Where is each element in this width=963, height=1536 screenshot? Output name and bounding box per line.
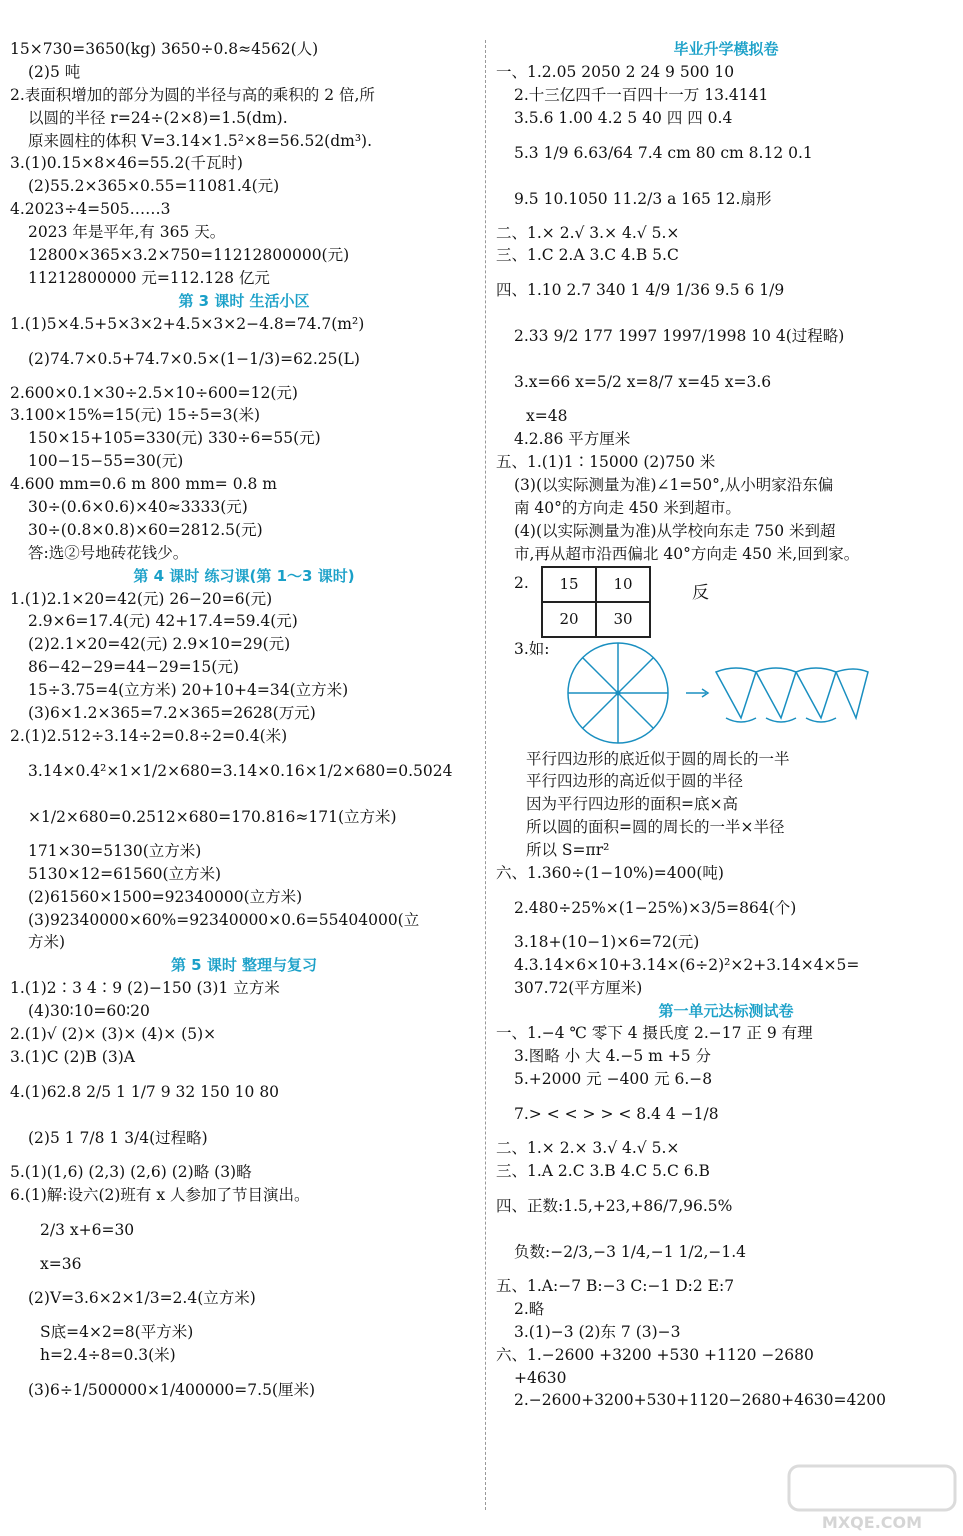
answer-line: 4.(1)62.8 2/5 1 1/7 9 32 150 10 80 (10, 1082, 280, 1101)
answer-line: 平行四边形的高近似于圆的半径 (526, 772, 744, 791)
answer-line: 2.480÷25%×(1−25%)×3/5=864(个) (514, 898, 797, 917)
answer-line: 3.14×0.4²×1×1/2×680=3.14×0.16×1/2×680=0.5024 (28, 761, 453, 780)
answer-line: (2)61560×1500=92340000(立方米) (28, 887, 303, 906)
answer-line: 五、1.(1)1∶15000 (2)750 米 (496, 453, 716, 472)
answer-line: (3)6×1.2×365=7.2×365=2628(万元) (28, 704, 316, 723)
answer-line: (4)(以实际测量为准)从学校向东走 750 米到超 (514, 521, 836, 540)
answer-line: h=2.4÷8=0.3(米) (40, 1346, 176, 1365)
answer-line: (4)30∶10=60∶20 (28, 1002, 150, 1021)
figure-label: 2. (514, 573, 529, 592)
answer-line: 5.(1)(1,6) (2,3) (2,6) (2)略 (3)略 (10, 1162, 252, 1181)
answer-line: 原来圆柱的体积 V=3.14×1.5²×8=56.52(dm³). (28, 131, 373, 150)
answer-line: (3)(以实际测量为准)∠1=50°,从小明家沿东偏 (514, 476, 834, 495)
answer-line: 2.9×6=17.4(元) 42+17.4=59.4(元) (28, 612, 298, 631)
answer-line: 五、1.A:−7 B:−3 C:−1 D:2 E:7 (496, 1276, 735, 1295)
answer-line: 3.(1)0.15×8×46=55.2(千瓦时) (10, 154, 243, 173)
answer-line: 2.表面积增加的部分为圆的半径与高的乘积的 2 倍,所 (10, 85, 375, 104)
answer-line: ×1/2×680=0.2512×680=170.816≈171(立方米) (28, 807, 397, 826)
unit-test-answers (496, 748, 956, 1413)
answer-line: 6.(1)解:设六(2)班有 x 人参加了节目演出。 (10, 1185, 310, 1204)
svg-text:MXQE.COM: MXQE.COM (821, 1513, 923, 1532)
answer-line: x=48 (526, 407, 568, 426)
answer-line: 所以圆的面积=圆的周长的一半×半径 (526, 818, 785, 837)
answer-line: 因为平行四边形的面积=底×高 (526, 795, 738, 814)
section-title: 毕业升学模拟卷 (673, 40, 779, 58)
answer-line: 3.100×15%=15(元) 15÷5=3(米) (10, 406, 261, 425)
answer-line: 三、1.C 2.A 3.C 4.B 5.C (496, 246, 679, 265)
answer-line: (3)92340000×60%=92340000×0.6=55404000(立 (28, 910, 420, 929)
answer-line: 3.x=66 x=5/2 x=8/7 x=45 x=3.6 (514, 373, 772, 392)
answer-line: 2.(1)2.512÷3.14÷2=0.8÷2=0.4(米) (10, 726, 288, 745)
answer-line: 3.图略 小 大 4.−5 m +5 分 (514, 1047, 712, 1066)
section-title: 第 3 课时 生活小区 (178, 291, 310, 310)
answer-line: 2.略 (514, 1299, 545, 1318)
answer-line: +4630 (514, 1368, 567, 1387)
answer-line: 2.−2600+3200+530+1120−2680+4630=4200 (514, 1391, 886, 1410)
answer-line: 15×730=3650(kg) 3650÷0.8≈4562(人) (10, 40, 319, 58)
answer-line: 二、1.× 2.× 3.√ 4.√ 5.× (496, 1139, 680, 1158)
answer-line: 2.(1)√ (2)× (3)× (4)× (5)× (10, 1024, 217, 1043)
answer-line: 1.(1)2.1×20=42(元) 26−20=6(元) (10, 589, 273, 608)
answer-line: 9.5 10.1050 11.2/3 a 165 12.扇形 (514, 189, 772, 208)
answer-line: (2)5 1 7/8 1 3/4(过程略) (28, 1128, 208, 1147)
answer-line: 171×30=5130(立方米) (28, 841, 202, 860)
answer-line: 307.72(平方厘米) (514, 978, 643, 997)
answer-line: 15÷3.75=4(立方米) 20+10+4=34(立方米) (28, 681, 349, 700)
answer-line: 四、正数:1.5,+23,+86/7,96.5% (496, 1196, 733, 1215)
answer-line: (2)2.1×20=42(元) 2.9×10=29(元) (28, 635, 291, 654)
answer-line: 3.(1)C (2)B (3)A (10, 1047, 135, 1066)
answer-line: 三、1.A 2.C 3.B 4.C 5.C 6.B (496, 1162, 710, 1181)
rearranged-sectors (716, 668, 868, 718)
answer-line: 100−15−55=30(元) (28, 452, 184, 471)
column-divider (485, 40, 486, 1510)
answer-line: 南 40°的方向走 450 米到超市。 (514, 498, 741, 517)
right-column (496, 38, 956, 1412)
answer-line: 市,再从超市沿西偏北 40°方向走 450 米,回到家。 (514, 544, 860, 563)
answer-line: 2023 年是平年,有 365 天。 (28, 223, 226, 242)
answer-line: 一、1.2.05 2050 2 24 9 500 10 (496, 62, 735, 81)
answer-line: x=36 (40, 1254, 82, 1273)
grid-cell: 10 (596, 567, 650, 602)
answer-line: 3.5.6 1.00 4.2 5 40 四 四 0.4 (514, 108, 733, 127)
answer-line: 答:选②号地砖花钱少。 (28, 543, 189, 562)
section-title: 第一单元达标测试卷 (658, 1001, 794, 1020)
table-figure (496, 566, 956, 638)
answer-line: 二、1.× 2.√ 3.× 4.√ 5.× (496, 223, 680, 242)
answer-line: 30÷(0.8×0.8)×60=2812.5(元) (28, 520, 263, 539)
circle-figure (496, 638, 956, 748)
answer-line: 7.> < < > > < 8.4 4 −1/8 (514, 1105, 719, 1124)
watermark-logo (787, 1464, 957, 1534)
answer-line: 4.3.14×6×10+3.14×(6÷2)²×2+3.14×4×5= (514, 955, 860, 974)
answer-line: (2)5 吨 (28, 62, 81, 81)
answer-line: 2.十三亿四千一百四十一万 13.4141 (514, 85, 769, 104)
answer-line: 四、1.10 2.7 340 1 4/9 1/36 9.5 6 1/9 (496, 281, 785, 300)
answer-line: 方米) (28, 933, 66, 952)
answer-line: 六、1.−2600 +3200 +530 +1120 −2680 (496, 1345, 814, 1364)
answer-line: 3.(1)−3 (2)东 7 (3)−3 (514, 1322, 681, 1341)
section-title: 第 5 课时 整理与复习 (170, 956, 318, 975)
answer-line: 150×15+105=330(元) 330÷6=55(元) (28, 429, 321, 448)
answer-line: 所以 S=πr² (526, 841, 610, 860)
grid-side-label: 反 (692, 582, 709, 603)
circle-cut-diagram (556, 638, 963, 748)
answer-line: 1.(1)5×4.5+5×3×2+4.5×3×2−4.8=74.7(m²) (10, 314, 365, 333)
answer-line: 4.2.86 平方厘米 (514, 430, 631, 449)
answer-line: 11212800000 元=112.128 亿元 (28, 268, 270, 287)
mock-exam-answers (496, 38, 956, 566)
figure-label: 3.如: (514, 639, 550, 658)
answer-line: 3.18+(10−1)×6=72(元) (514, 932, 700, 951)
answer-line: 2.33 9/2 177 1997 1997/1998 10 4(过程略) (514, 327, 845, 346)
answer-line: 4.600 mm=0.6 m 800 mm= 0.8 m (10, 475, 277, 494)
answer-line: 2.600×0.1×30÷2.5×10÷600=12(元) (10, 383, 298, 402)
answer-line: (2)55.2×365×0.55=11081.4(元) (28, 177, 280, 196)
answer-line: 86−42−29=44−29=15(元) (28, 658, 239, 677)
answer-line: 负数:−2/3,−3 1/4,−1 1/2,−1.4 (514, 1242, 747, 1261)
answer-line: 5.3 1/9 6.63/64 7.4 cm 80 cm 8.12 0.1 (514, 143, 813, 162)
answer-line: 一、1.−4 ℃ 零下 4 摄氏度 2.−17 正 9 有理 (496, 1024, 813, 1043)
grid-cell: 15 (542, 567, 596, 602)
answer-line: 平行四边形的底近似于圆的周长的一半 (526, 749, 790, 768)
answer-line: 2/3 x+6=30 (40, 1220, 135, 1239)
number-grid (541, 566, 651, 638)
grid-cell: 20 (542, 602, 596, 637)
answer-line: 六、1.360÷(1−10%)=400(吨) (496, 864, 724, 883)
section-title: 第 4 课时 练习课(第 1～3 课时) (133, 566, 355, 585)
answer-line: (3)6÷1/500000×1/400000=7.5(厘米) (28, 1381, 316, 1400)
answer-line: 4.2023÷4=505……3 (10, 200, 171, 219)
answer-line: 1.(1)2∶3 4∶9 (2)−150 (3)1 立方米 (10, 979, 280, 998)
answer-line: 30÷(0.6×0.6)×40≈3333(元) (28, 498, 248, 517)
answer-line: (2)74.7×0.5+74.7×0.5×(1−1/3)=62.25(L) (28, 349, 360, 368)
left-column (10, 38, 478, 1413)
answer-line: 12800×365×3.2×750=11212800000(元) (28, 246, 350, 265)
answer-line: 5.+2000 元 −400 元 6.−8 (514, 1070, 713, 1089)
answer-line: (2)V=3.6×2×1/3=2.4(立方米) (28, 1289, 256, 1308)
answer-line: 以圆的半径 r=24÷(2×8)=1.5(dm). (28, 108, 288, 127)
answer-line: S底=4×2=8(平方米) (40, 1323, 194, 1342)
grid-cell: 30 (596, 602, 650, 637)
answer-line: 5130×12=61560(立方米) (28, 864, 222, 883)
